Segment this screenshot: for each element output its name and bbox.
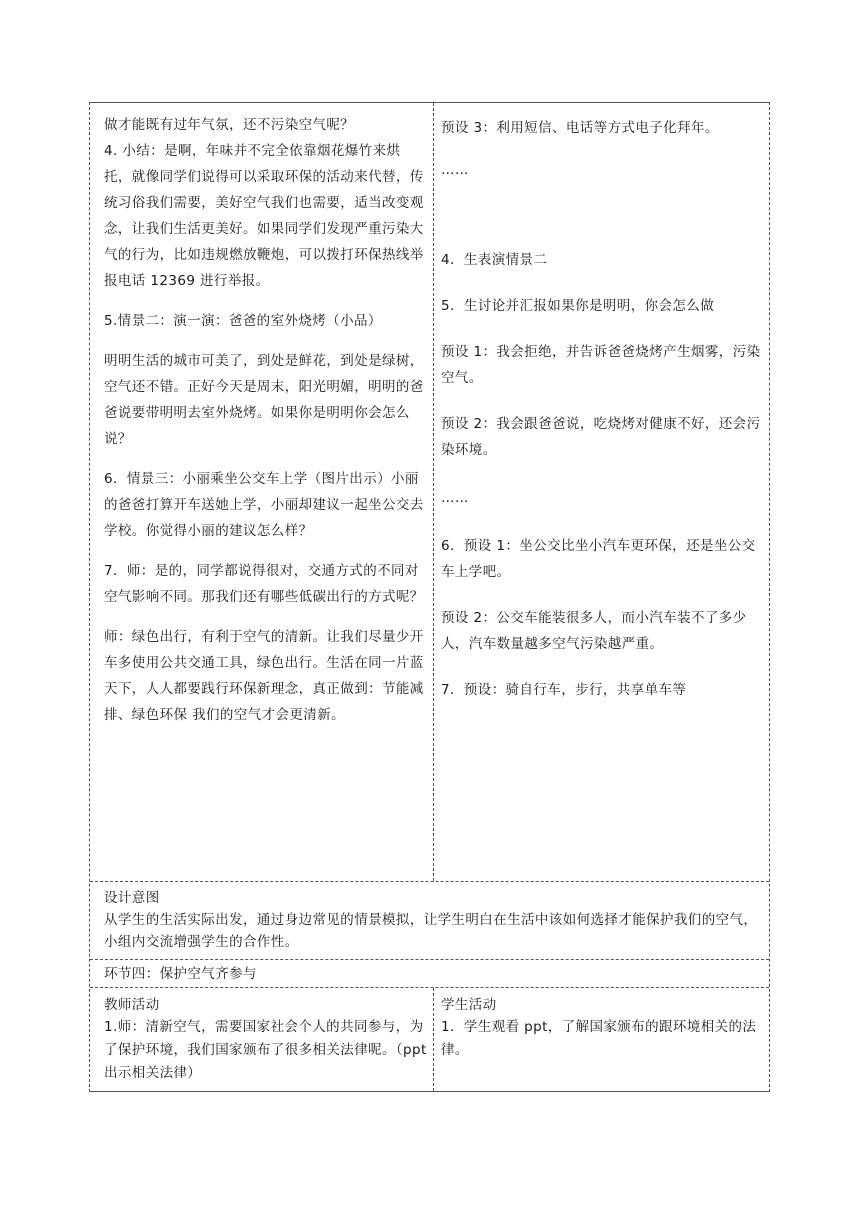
teacher-activity-header: 教师活动 — [104, 997, 160, 1013]
teacher-text: 做才能既有过年气氛，还不污染空气呢？ — [104, 117, 355, 133]
student-text: 6．预设 1：坐公交比坐小汽车更环保，还是坐公交车上学吧。 — [441, 538, 756, 580]
student-text: 7．预设：骑自行车，步行，共享单车等 — [441, 682, 687, 698]
design-intent-body: 从学生的生活实际出发，通过身边常见的情景模拟，让学生明白在生活中该如何选择才能保护我们的空气，小组内交流增强学生的合作性。 — [104, 912, 758, 950]
section-four-title: 环节四：保护空气齐参与 — [104, 966, 257, 982]
design-intent-row — [90, 882, 769, 959]
teacher-text: 明明生活的城市可美了，到处是鲜花，到处是绿树，空气还不错。正好今天是周末，阳光明媚，明明的爸爸说要带明明去室外烧烤。如果你是明明你会怎么说？ — [104, 353, 424, 447]
section-four-student-cell — [441, 994, 763, 1062]
student-activity-cell — [441, 115, 763, 703]
activity-row — [90, 103, 769, 881]
student-activity-header: 学生活动 — [441, 997, 497, 1013]
student-text: 预设 1：我会拒绝，并告诉爸爸烧烤产生烟雾，污染空气。 — [441, 344, 761, 386]
lesson-plan-table — [89, 102, 770, 1092]
student-text: 预设 2：我会跟爸爸说，吃烧烤对健康不好，还会污染环境。 — [441, 416, 761, 458]
teacher-activity-cell — [104, 112, 428, 728]
section-four-teacher-cell — [104, 994, 430, 1085]
teacher-text: 7．师：是的，同学都说得很对，交通方式的不同对空气影响不同。那我们还有哪些低碳出行的方式呢？ — [104, 563, 424, 605]
student-text: 预设 3：利用短信、电话等方式电子化拜年。 — [441, 120, 719, 136]
teacher-text: 4. 小结：是啊，年味并不完全依靠烟花爆竹来烘托，就像同学们说得可以采取环保的活动来代替，传统习俗我们需要，美好空气我们也需要，适当改变观念，让我们生活更美好。如果同学们发现严重污染大气的行为，比如违规燃放鞭炮，可以拨打环保热线举报电话 12369 进行举报。 — [104, 143, 424, 289]
design-intent-heading: 设计意图 — [104, 890, 160, 906]
teacher-text: 5.情景二：演一演：爸爸的室外烧烤（小品） — [104, 313, 382, 329]
section-four-activity-row — [90, 988, 769, 1091]
column-divider — [433, 988, 434, 1091]
student-text: …… — [441, 490, 469, 506]
student-activity-text: 1．学生观看 ppt，了解国家颁布的跟环境相关的法律。 — [441, 1019, 757, 1058]
section-four-title-cell — [104, 963, 760, 985]
teacher-text: 师：绿色出行，有利于空气的清新。让我们尽量少开车多使用公共交通工具，绿色出行。生活在同一片蓝天下，人人都要践行环保新理念，真正做到：节能减排、绿色环保 我们的空气才会更清新。 — [104, 629, 424, 723]
teacher-text: 6．情景三：小丽乘坐公交车上学（图片出示）小丽的爸爸打算开车送她上学，小丽却建议一起坐公交去学校。你觉得小丽的建议怎么样？ — [104, 471, 424, 539]
student-text: 4．生表演情景二 — [441, 252, 548, 268]
student-text: 预设 2：公交车能装很多人，而小汽车装不了多少人，汽车数量越多空气污染越严重。 — [441, 610, 747, 652]
student-text: 5．生讨论并汇报如果你是明明，你会怎么做 — [441, 298, 715, 314]
section-four-title-row — [90, 960, 769, 987]
teacher-activity-text: 1.师：清新空气，需要国家社会个人的共同参与，为了保护环境，我们国家颁布了很多相关法律呢。（ppt 出示相关法律） — [104, 1019, 427, 1081]
column-divider — [433, 103, 434, 881]
student-text: …… — [441, 162, 469, 178]
design-intent-cell — [104, 887, 760, 953]
